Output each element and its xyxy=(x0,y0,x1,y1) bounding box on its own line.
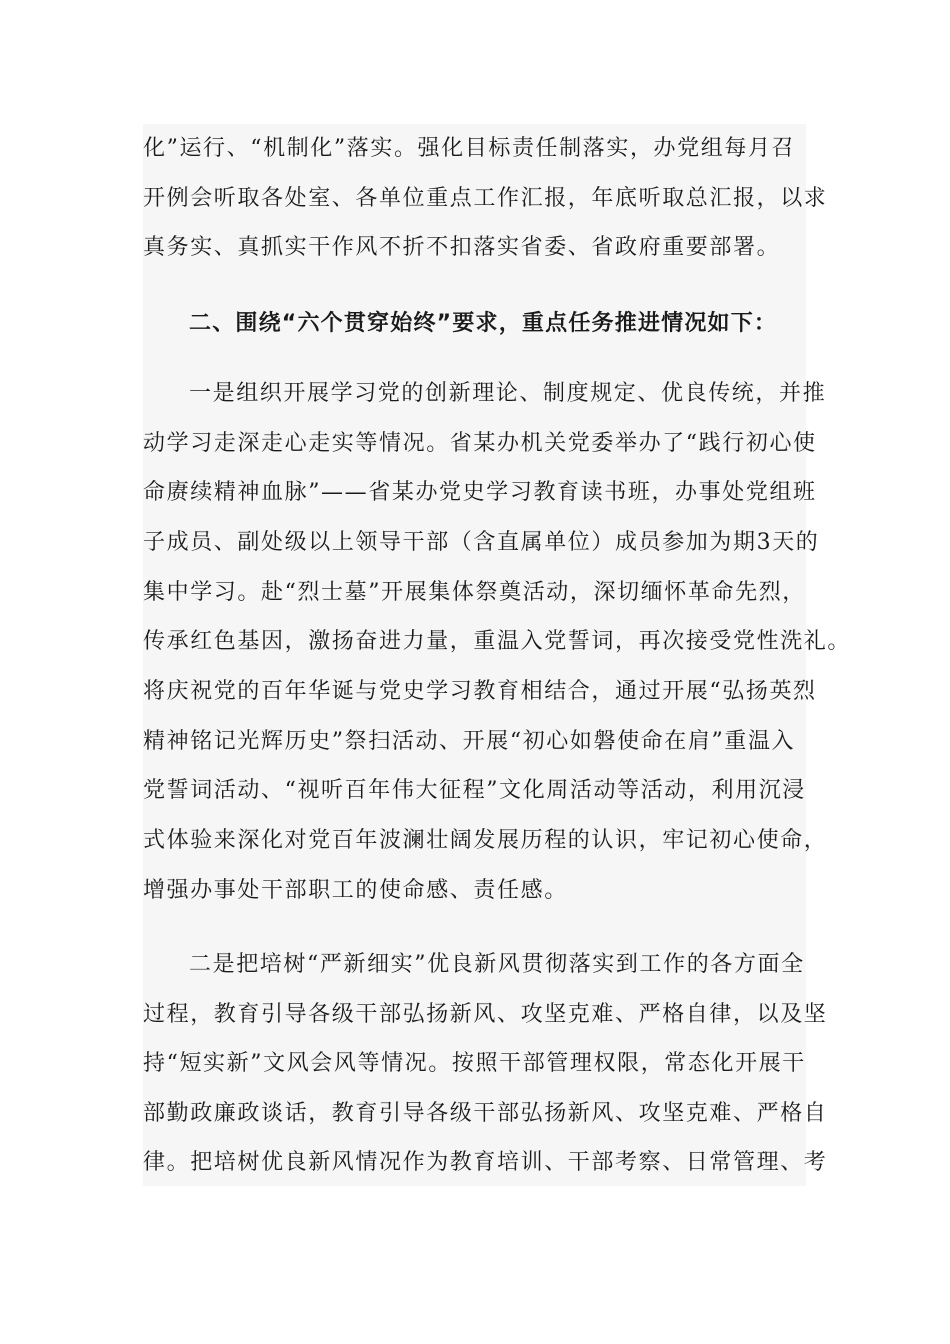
paragraph-2-line-2: 动学习走深走心走实等情况。省某办机关党委举办了“践行初心使 xyxy=(143,431,817,456)
paragraph-2-line-4: 子成员、副处级以上领导干部（含直属单位）成员参加为期3天的 xyxy=(143,530,820,555)
paragraph-3-line-5: 律。把培树优良新风情况作为教育培训、干部考察、日常管理、考 xyxy=(143,1150,828,1175)
paragraph-2-line-10: 式体验来深化对党百年波澜壮阔发展历程的认识，牢记初心使命， xyxy=(143,828,828,853)
paragraph-3-line-4: 部勤政廉政谈话，教育引导各级干部弘扬新风、攻坚克难、严格自 xyxy=(143,1101,828,1126)
paragraph-1-line-3: 真务实、真抓实干作风不折不扣落实省委、省政府重要部署。 xyxy=(143,235,781,260)
paragraph-3-line-2: 过程，教育引导各级干部弘扬新风、攻坚克难、严格自律，以及坚 xyxy=(143,1002,828,1027)
paragraph-3-line-1: 二是把培树“严新细实”优良新风贯彻落实到工作的各方面全 xyxy=(189,952,805,977)
paragraph-2-line-3: 命赓续精神血脉”——省某办党史学习教育读书班，办事处党组班 xyxy=(143,480,817,505)
paragraph-2-line-8: 精神铭记光辉历史”祭扫活动、开展“初心如磐使命在肩”重温入 xyxy=(143,729,796,754)
paragraph-2-line-9: 党誓词活动、“视听百年伟大征程”文化周活动等活动，利用沉浸 xyxy=(143,778,806,803)
paragraph-1-line-2: 开例会听取各处室、各单位重点工作汇报，年底听取总汇报，以求 xyxy=(143,186,828,211)
paragraph-1-line-1: 化”运行、“机制化”落实。强化目标责任制落实，办党组每月召 xyxy=(143,136,796,161)
paragraph-2-line-7: 将庆祝党的百年华诞与党史学习教育相结合，通过开展“弘扬英烈 xyxy=(143,679,817,704)
paragraph-2-line-1: 一是组织开展学习党的创新理论、制度规定、优良传统，并推 xyxy=(189,381,827,406)
paragraph-2-line-5: 集中学习。赴“烈士墓”开展集体祭奠活动，深切缅怀革命先烈， xyxy=(143,580,806,605)
section-heading: 二、围绕“六个贯穿始终”要求，重点任务推进情况如下： xyxy=(189,311,778,336)
paragraph-2-line-11: 增强办事处干部职工的使命感、责任感。 xyxy=(143,878,568,903)
paragraph-3-line-3: 持“短实新”文风会风等情况。按照干部管理权限，常态化开展干 xyxy=(143,1051,806,1076)
paragraph-2-line-6: 传承红色基因，激扬奋进力量，重温入党誓词，再次接受党性洗礼。 xyxy=(143,629,852,654)
